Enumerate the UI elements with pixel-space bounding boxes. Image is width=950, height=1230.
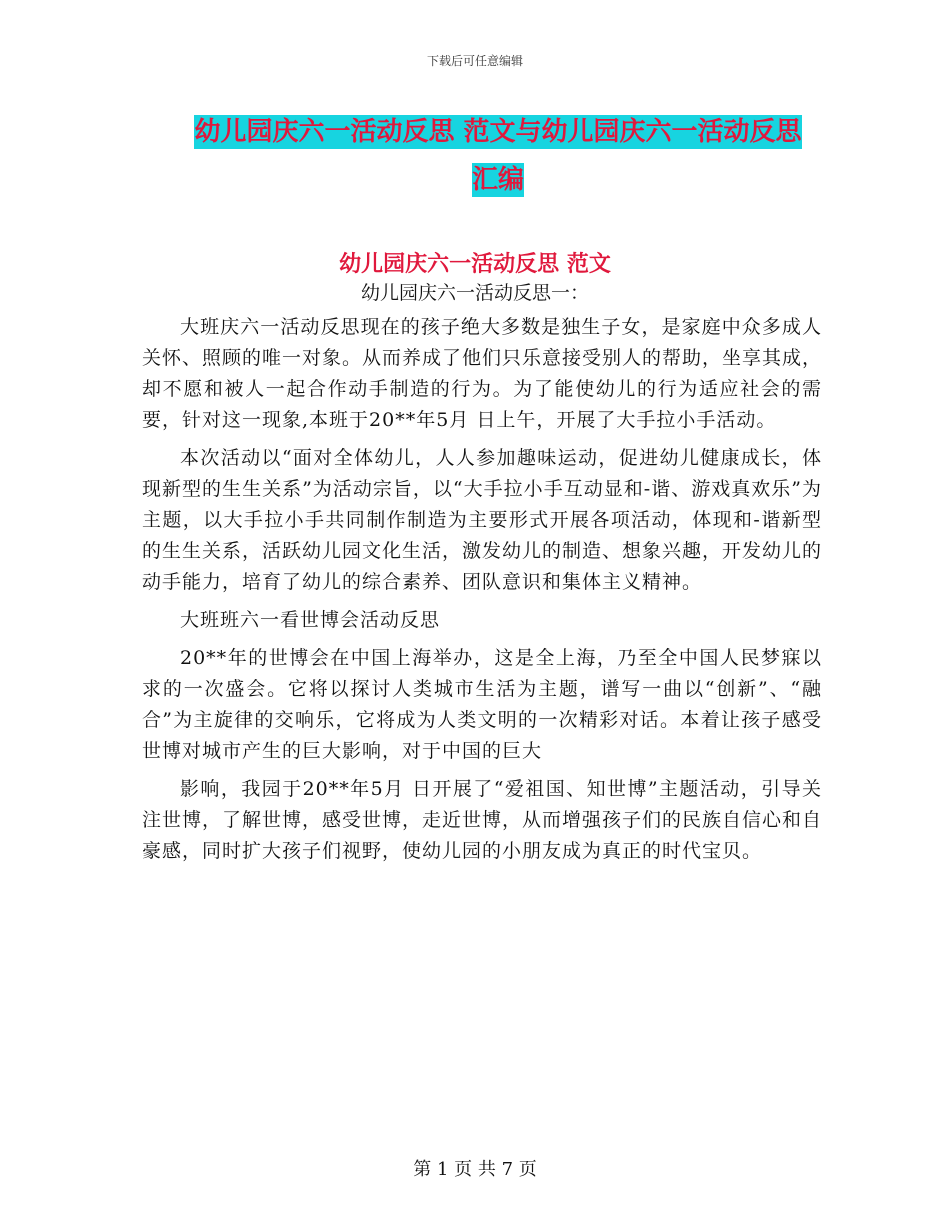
page-number: 第 1 页 共 7 页 <box>413 1159 537 1180</box>
section-subtitle: 幼儿园庆六一活动反思一： <box>360 282 589 304</box>
paragraph: 20**年的世博会在中国上海举办，这是全上海，乃至全中国人民梦寐以求的一次盛会。它将以探讨人类城市生活为主题，谱写一曲以“创新”、“融合”为主旋律的交响乐，它将成为人类文明的一次精彩对话。本着让孩子感受世博对城市产生的巨大影响，对于中国的巨大 <box>142 647 822 762</box>
paragraph-heading: 大班班六一看世博会活动反思 <box>180 609 441 631</box>
section-title: 幼儿园庆六一活动反思 范文 <box>339 252 611 277</box>
paragraph: 影响，我园于20**年5月 日开展了“爱祖国、知世博”主题活动，引导关注世博，了解世博，感受世博，走近世博，从而增强孩子们的民族自信心和自豪感，同时扩大孩子们视野，使幼儿园的小朋友成为真正的时代宝贝。 <box>142 778 823 862</box>
document-title <box>120 108 876 204</box>
page-header-note: 下载后可任意编辑 <box>426 54 523 68</box>
document-body <box>142 312 822 874</box>
document-title-line1: 幼儿园庆六一活动反思 范文与幼儿园庆六一活动反思 <box>194 117 802 147</box>
paragraph: 本次活动以“面对全体幼儿，人人参加趣味运动，促进幼儿健康成长，体现新型的生生关系”为活动宗旨，以“大手拉小手互动显和-谐、游戏真欢乐”为主题，以大手拉小手共同制作制造为主要形式开展各项活动，体现和-谐新型的生生关系，活跃幼儿园文化生活，激发幼儿的制造、想象兴趣，开发幼儿的动手能力，培育了幼儿的综合素养、团队意识和集体主义精神。 <box>142 447 823 593</box>
paragraph: 大班庆六一活动反思现在的孩子绝大多数是独生子女，是家庭中众多成人关怀、照顾的唯一对象。从而养成了他们只乐意接受别人的帮助，坐享其成，却不愿和被人一起合作动手制造的行为。为了能使幼儿的行为适应社会的需要，针对这一现象,本班于20**年5月 日上午，开展了大手拉小手活动。 <box>142 316 823 431</box>
document-title-line2: 汇编 <box>471 165 524 195</box>
